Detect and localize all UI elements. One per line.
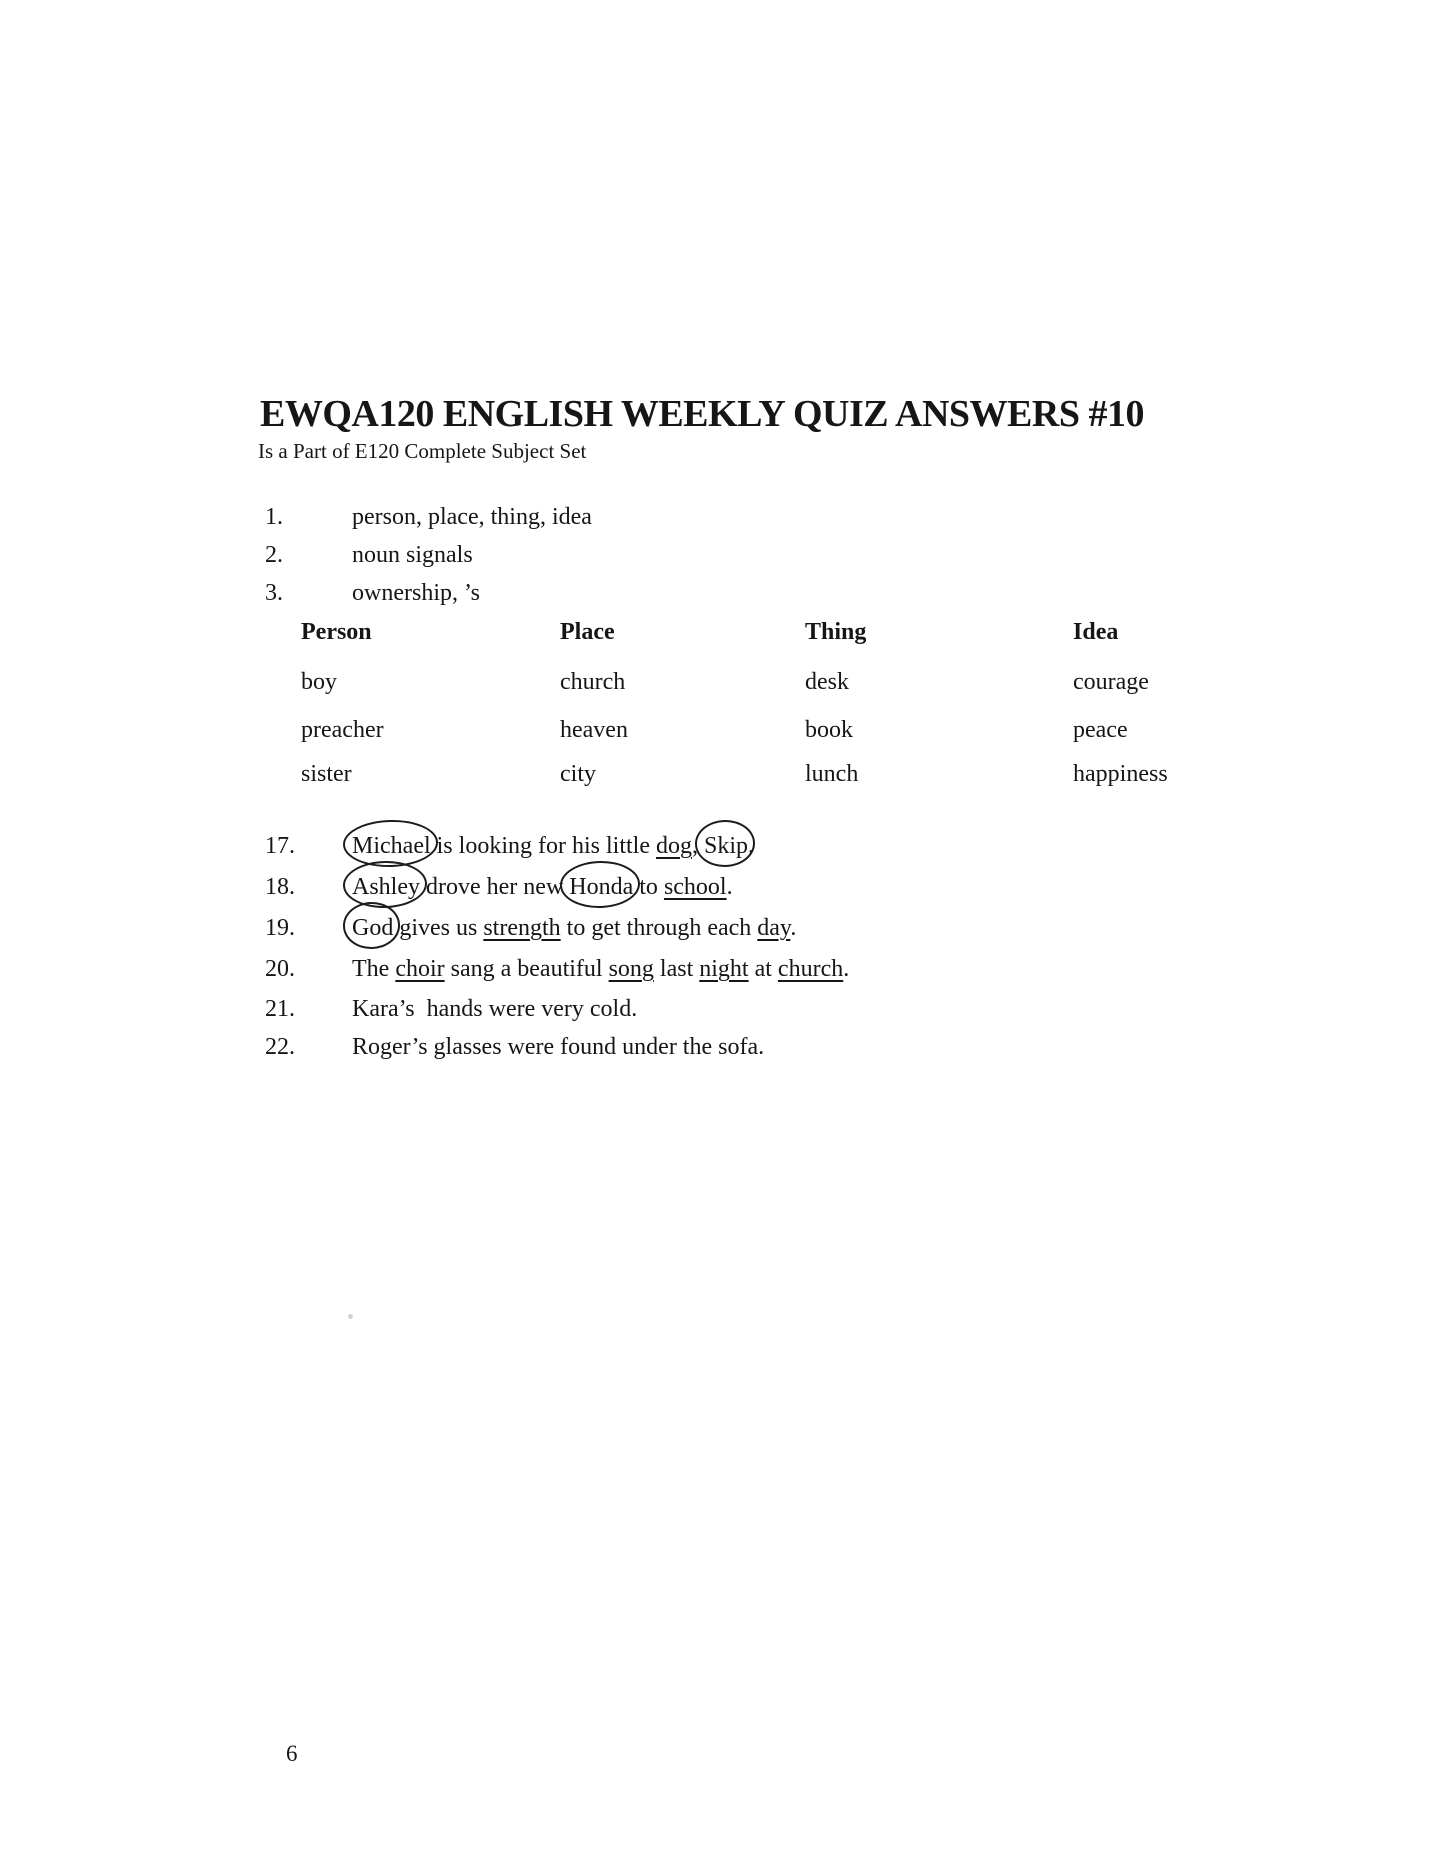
document-subtitle: Is a Part of E120 Complete Subject Set	[258, 439, 587, 463]
circled-word: Skip	[703, 833, 748, 859]
text-segment: drove her new	[420, 874, 570, 900]
text-segment: last	[653, 956, 700, 982]
item-number: 3.	[265, 580, 283, 606]
text-segment: at	[748, 956, 778, 982]
underlined-word: night	[699, 956, 749, 982]
underlined-word: church	[777, 956, 844, 982]
table-cell: peace	[1073, 717, 1128, 743]
answer-text	[352, 503, 592, 532]
answer-row	[265, 995, 637, 1024]
circled-word: Michael	[352, 833, 431, 859]
table-header-cell: Idea	[1073, 619, 1119, 645]
table-cell: book	[805, 717, 853, 743]
answer-row	[265, 955, 849, 984]
answer-row	[265, 1033, 764, 1062]
answer-row	[265, 503, 592, 532]
table-cell: lunch	[805, 761, 859, 787]
item-number: 22.	[265, 1034, 295, 1060]
answer-row	[265, 579, 480, 608]
answer-text	[352, 832, 754, 861]
table-cell: church	[560, 669, 626, 695]
table-cell: city	[560, 761, 596, 787]
answer-row	[265, 832, 754, 861]
text-segment: Roger’s glasses were found under the sofa.	[352, 1034, 765, 1060]
item-number: 17.	[265, 833, 295, 859]
table-row	[301, 716, 1128, 745]
table-row	[301, 760, 1168, 789]
table-row	[301, 668, 1149, 697]
table-header-cell: Person	[301, 619, 372, 645]
table-header-row	[301, 618, 1118, 647]
item-number: 2.	[265, 542, 283, 568]
text-segment: is looking for his little	[430, 833, 656, 859]
item-number: 1.	[265, 504, 283, 530]
text-segment: noun signals	[352, 542, 473, 568]
item-number: 21.	[265, 996, 295, 1022]
table-cell: desk	[805, 669, 849, 695]
text-segment: sang a beautiful	[444, 956, 609, 982]
underlined-word: song	[608, 956, 654, 982]
table-cell: preacher	[301, 717, 384, 743]
answer-row	[265, 914, 796, 943]
text-segment: to	[633, 874, 664, 900]
underlined-word: strength	[483, 915, 561, 941]
answer-text	[352, 541, 473, 570]
text-segment: to get through each	[560, 915, 758, 941]
document-title: EWQA120 ENGLISH WEEKLY QUIZ ANSWERS #10	[260, 393, 1144, 435]
text-segment: person, place, thing, idea	[352, 504, 592, 530]
item-number: 18.	[265, 874, 295, 900]
table-cell: courage	[1073, 669, 1149, 695]
table-header-cell: Place	[560, 619, 615, 645]
table-cell: happiness	[1073, 761, 1168, 787]
answer-text	[352, 914, 796, 943]
text-segment: ownership, ’s	[352, 580, 480, 606]
text-segment: .	[726, 874, 733, 900]
underlined-word: day	[757, 915, 791, 941]
item-number: 20.	[265, 956, 295, 982]
text-segment: ,	[691, 833, 704, 859]
text-segment: The	[352, 956, 396, 982]
text-segment: .	[747, 833, 754, 859]
circled-word: God	[352, 915, 394, 941]
text-segment: Kara’s hands were very cold.	[352, 996, 638, 1022]
item-number: 19.	[265, 915, 295, 941]
underlined-word: school	[663, 874, 727, 900]
underlined-word: choir	[395, 956, 445, 982]
table-cell: heaven	[560, 717, 628, 743]
circled-word: Ashley	[352, 874, 420, 900]
answer-text	[352, 1033, 764, 1062]
answer-row	[265, 873, 733, 902]
text-segment: .	[790, 915, 797, 941]
table-cell: sister	[301, 761, 352, 787]
text-segment: gives us	[393, 915, 484, 941]
circled-word: Honda	[569, 874, 634, 900]
answer-text	[352, 873, 733, 902]
answer-row	[265, 541, 473, 570]
underlined-word: dog	[655, 833, 692, 859]
table-header-cell: Thing	[805, 619, 867, 645]
answer-text	[352, 579, 480, 608]
answer-text	[352, 995, 637, 1024]
answer-text	[352, 955, 849, 984]
text-segment: .	[843, 956, 850, 982]
table-cell: boy	[301, 669, 337, 695]
page-number: 6	[286, 1741, 298, 1766]
scan-artifact-dot	[348, 1314, 353, 1319]
